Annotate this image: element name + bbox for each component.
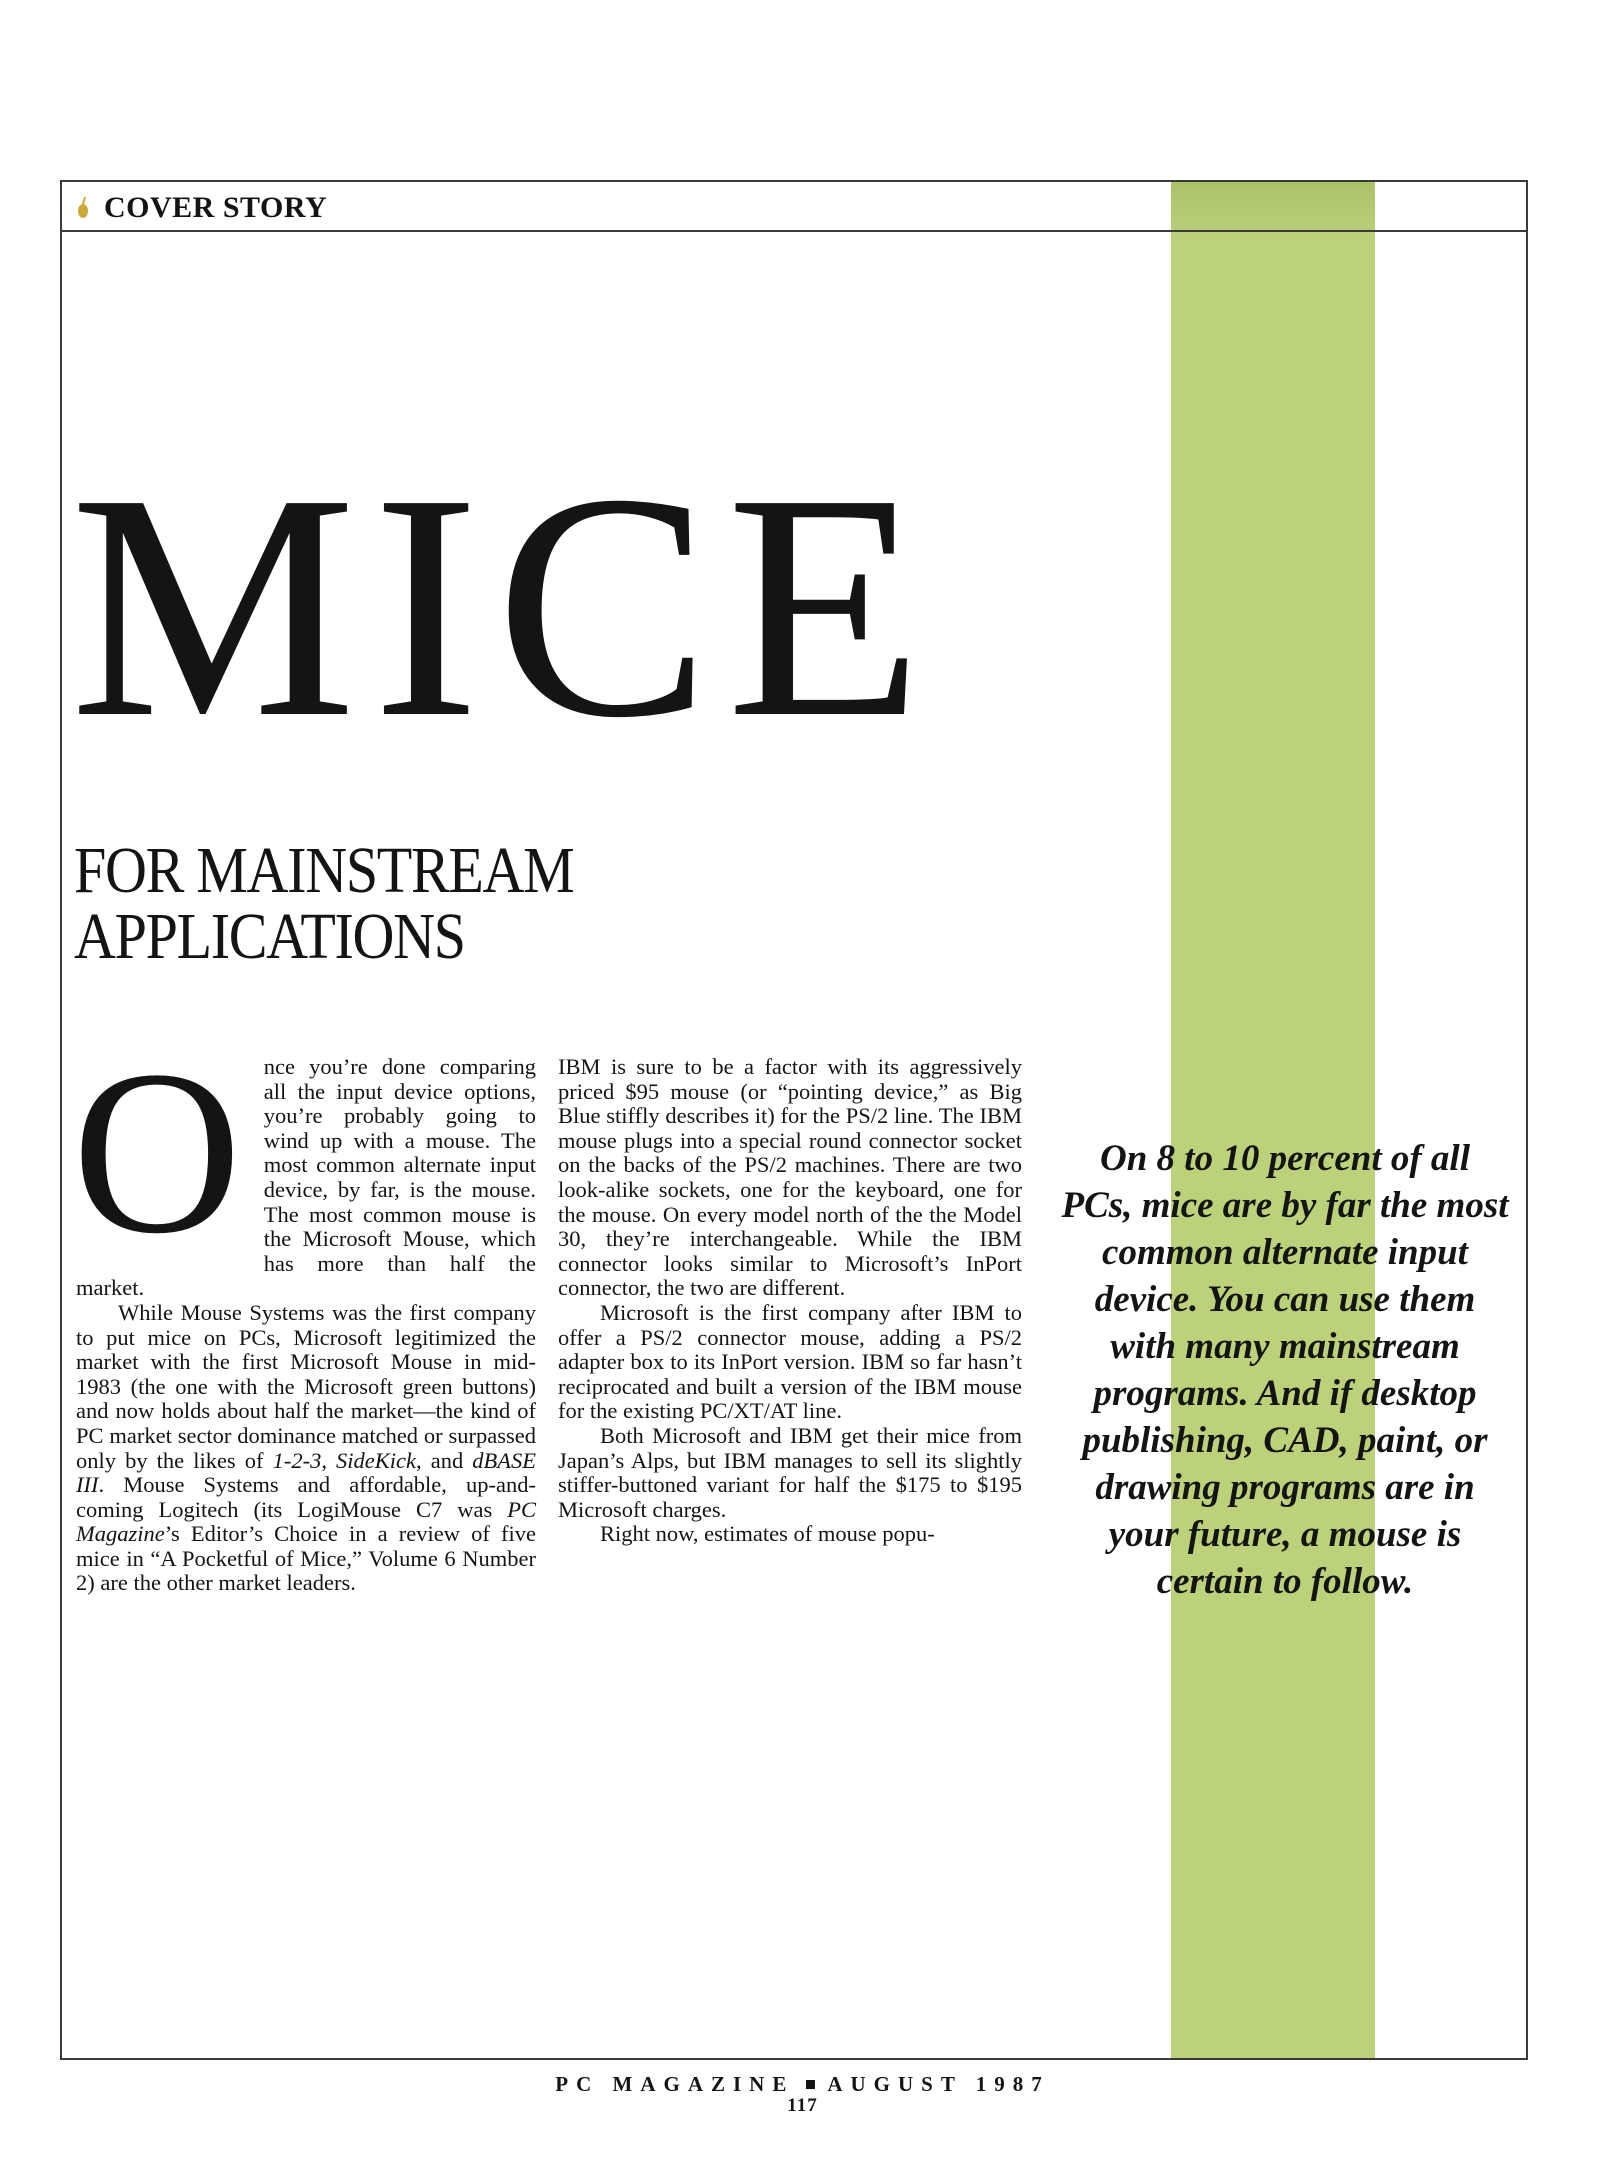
- pull-quote: On 8 to 10 percent of all PCs, mice are by far the most common alternate input device. You can use them with many mainstream programs. And if desktop publishing, CAD, paint, or drawing programs are in your future, a mouse is certain to follow.: [1061, 1138, 1509, 1602]
- section-title: COVER STORY: [104, 191, 328, 224]
- green-bar-shade: [1171, 182, 1375, 242]
- paragraph: While Mouse Systems was the first company to put mice on PCs, Microsoft legitimized the market with the first Microsoft Mouse in mid-1983 (the one with the Microsoft green buttons) and now holds about half the market—the kind of PC market sector dominance matched or surpassed only by the likes of 1-2-3, SideKick, and dBASE III. Mouse Systems and affordable, up-and-coming Logitech (its LogiMouse C7 was PC Magazine’s Editor’s Choice in a review of five mice in “A Pocketful of Mice,” Volume 6 Number 2) are the other market leaders.: [76, 1299, 536, 1596]
- page-number: 117: [787, 2095, 818, 2116]
- magazine-name: PC MAGAZINE: [555, 2072, 795, 2096]
- separator-square-icon: [806, 2080, 815, 2089]
- paragraph: Right now, estimates of mouse popu-: [600, 1521, 935, 1547]
- paragraph: Both Microsoft and IBM get their mice from Japan’s Alps, but IBM manages to sell its slightly stiffer-buttoned variant for half the $175 to $195 Microsoft charges.: [558, 1422, 1022, 1522]
- page-footer: [0, 2072, 1605, 2117]
- drop-cap: O: [72, 1022, 242, 1282]
- paragraph: Microsoft is the first company after IBM to offer a PS/2 connector mouse, adding a PS/2 adapter box to its InPort version. IBM so far hasn’t reciprocated and built a version of the IBM mouse for the existing PC/XT/AT line.: [558, 1299, 1022, 1424]
- headline: MICE: [70, 427, 939, 784]
- footer-line: [0, 2072, 1605, 2097]
- mouse-icon: [76, 197, 90, 219]
- subhead: FOR MAINSTREAM APPLICATIONS: [74, 834, 574, 973]
- section-label: [76, 190, 327, 226]
- green-accent-bar: [1171, 182, 1375, 2058]
- header-rule: [60, 230, 1528, 232]
- article-column-1: [72, 1022, 536, 1596]
- article-column-2: [558, 1055, 1022, 1547]
- paragraph: IBM is sure to be a factor with its aggressively priced $95 mouse (or “pointing device,” as Big Blue stiffly describes it) for the PS/2 line. The IBM mouse plugs into a special round connector socket on the backs of the PS/2 machines. There are two look-alike sockets, one for the keyboard, one for the mouse. On every model north of the the Model 30, they’re interchangeable. While the IBM connector looks similar to Microsoft’s InPort connector, the two are different.: [558, 1054, 1022, 1301]
- paragraph: nce you’re done comparing all the input device options, you’re probably going to wind up with a mouse. The most common alternate input device, by far, is the mouse. The most common mouse is the Microsoft Mouse, which has more than half the market.: [76, 1054, 536, 1301]
- issue-date: AUGUST 1987: [827, 2072, 1050, 2096]
